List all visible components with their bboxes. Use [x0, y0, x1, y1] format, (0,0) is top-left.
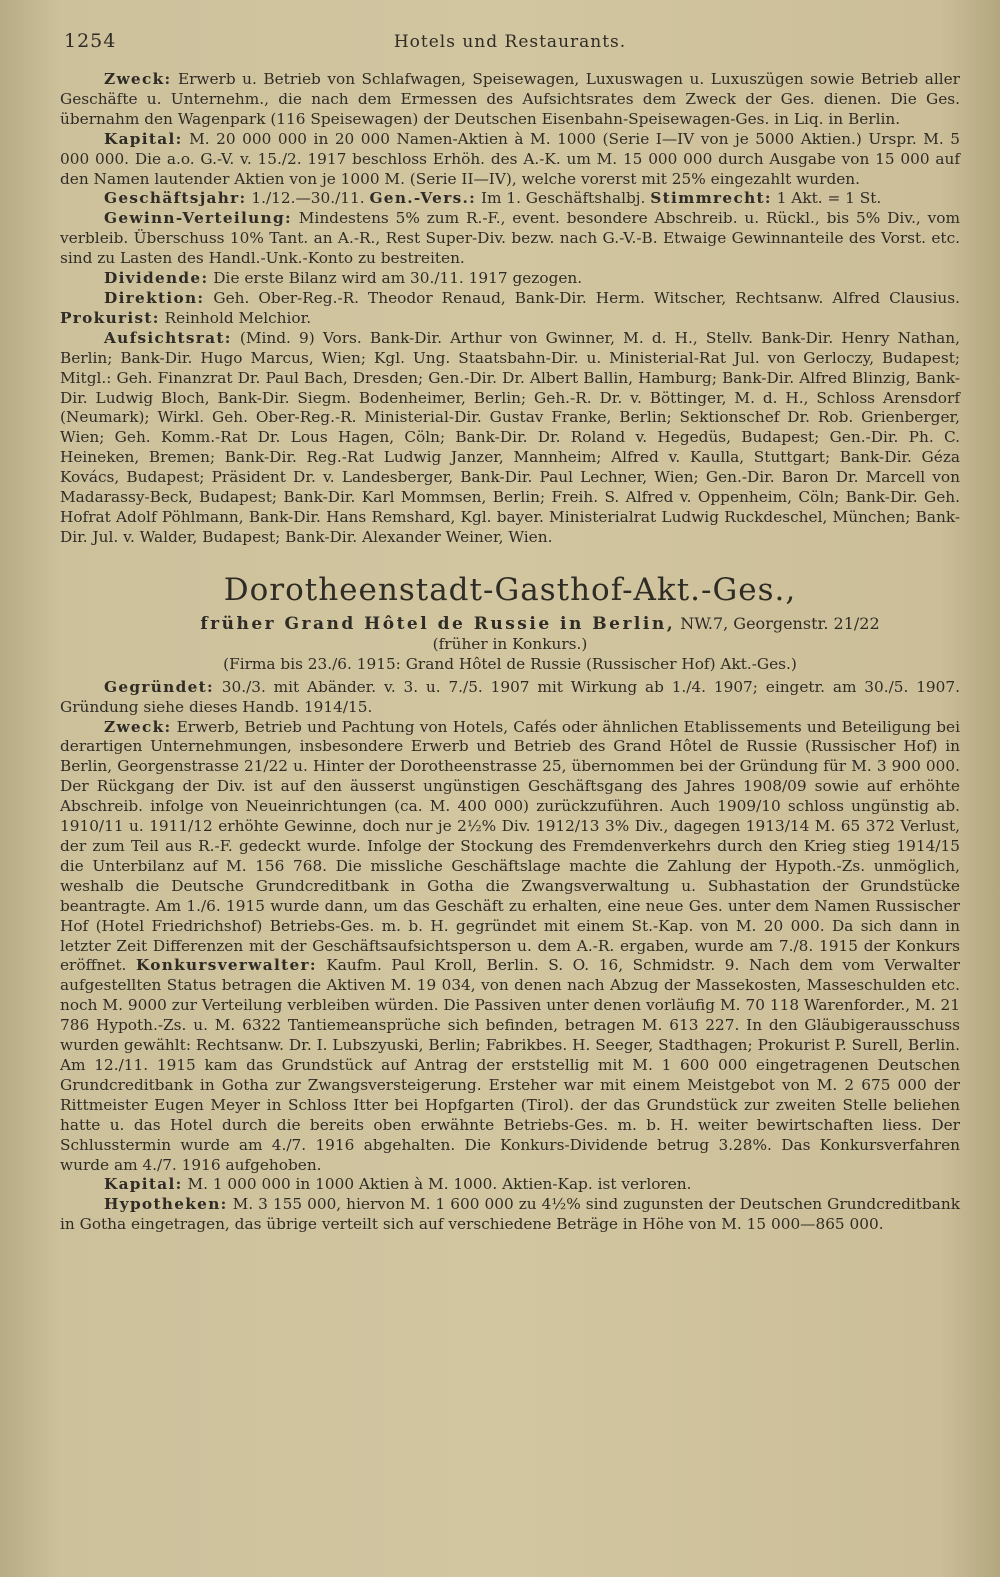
- hypotheken-paragraph: [60, 1195, 960, 1235]
- stimmrecht-text: 1 Akt. = 1 St.: [776, 189, 882, 208]
- gewinn-paragraph: [60, 209, 960, 269]
- kapital-paragraph-2: [60, 1175, 960, 1195]
- konkurs-note: (früher in Konkurs.): [432, 634, 588, 653]
- gewinn-label: Gewinn-Verteilung:: [104, 209, 292, 228]
- konkursverwalter-label: Konkursverwalter:: [135, 956, 317, 975]
- gewinn-text: Mindestens 5% zum R.-F., event. besondere Abschreib. u. Rückl., bis 5% Div., vom verbleib. Überschuss 10% Tant. an A.-R., Rest Super-Div. bezw. nach G.-V.-B. Etwaige Gewinnanteile des Vorst. etc. sind zu Lasten des Handl.-Unk.-Konto zu bestreiten.: [60, 209, 960, 268]
- prokurist-text: Reinhold Melchior.: [164, 308, 312, 327]
- zweck-text: Erwerb u. Betrieb von Schlafwagen, Speisewagen, Luxuswagen u. Luxuszügen sowie Betrieb aller Geschäfte u. Unternehm., die nach dem Ermessen des Aufsichtsrates dem Zweck der Ges. dienen. Die Ges. übernahm den Wagenpark (116 Speisewagen) der Deutschen Eisenbahn-Speisewagen-Ges. in Liq. in Berlin.: [60, 70, 960, 128]
- zweck-text-2a: Erwerb, Betrieb und Pachtung von Hotels, Cafés oder ähnlichen Etablissements und Beteiligung bei derartigen Unternehmungen, insbesondere Erwerb und Betrieb des Grand Hôtel de Russie (Russischer Hof) in Berlin, Georgenstrasse 21/22 u. Hinter der Dorotheenstrasse 25, übernommen bei der Gründung für M. 3 900 000. Der Rückgang der Div. ist auf den äusserst ungünstigen Geschäftsgang des Jahres 1908/09 sowie auf erhöhte Abschreib. infolge von Neueinrichtungen (ca. M. 400 000) zurückzuführen. Auch 1909/10 schloss ungünstig ab. 1910/11 u. 1911/12 erhöhte Gewinne, doch nur je 2½% Div. 1912/13 3% Div., dagegen 1913/14 M. 65 372 Verlust, der zum Teil aus R.-F. gedeckt wurde. Infolge der Stockung des Fremdenverkehrs durch den Krieg stieg 1914/15 die Unterbilanz auf M. 156 768. Die missliche Geschäftslage machte die Zahlung der Hypoth.-Zs. unmöglich, weshalb die Deutsche Grundcreditbank in Gotha die Zwangsverwaltung u. Subhastation der Grundstücke beantragte. Am 1./6. 1915 wurde dann, um das Geschäft zu erhalten, eine neue Ges. unter dem Namen Russischer Hof (Hotel Friedrichshof) Betriebs-Ges. m. b. H. gegründet mit einem St.-Kap. von M. 20 000. Da sich dann in letzter Zeit Differenzen mit der Geschäftsaufsichtsperson u. dem A.-R. ergaben, wurde am 7./8. 1915 der Konkurs eröffnet.: [60, 717, 960, 975]
- company-subtitle: [120, 614, 960, 634]
- running-header: [60, 30, 960, 56]
- geschaeftsjahr-paragraph: [60, 189, 960, 209]
- former-name: früher Grand Hôtel de Russie in Berlin,: [200, 613, 676, 634]
- page-number: 1254: [64, 30, 117, 52]
- company-title: Dorotheenstadt-Gasthof-Akt.-Ges.,: [223, 571, 797, 608]
- stimmrecht-label: Stimmrecht:: [650, 189, 772, 208]
- firma-note: (Firma bis 23./6. 1915: Grand Hôtel de Russie (Russischer Hof) Akt.-Ges.): [223, 654, 797, 673]
- gegruendet-text: 30./3. mit Abänder. v. 3. u. 7./5. 1907 mit Wirkung ab 1./4. 1907; eingetr. am 30./5. 1907. Gründung siehe dieses Handb. 1914/15.: [60, 677, 960, 716]
- aufsichtsrat-paragraph: [60, 329, 960, 548]
- geschaeftsjahr-label: Geschäftsjahr:: [104, 189, 247, 208]
- zweck-label-2: Zweck:: [104, 717, 172, 736]
- kapital-label: Kapital:: [104, 129, 183, 148]
- gv-text: Im 1. Geschäftshalbj.: [480, 189, 646, 208]
- direktion-paragraph: [60, 289, 960, 329]
- hypotheken-label: Hypotheken:: [104, 1195, 228, 1214]
- kapital-text-2: M. 1 000 000 in 1000 Aktien à M. 1000. Aktien-Kap. ist verloren.: [187, 1175, 692, 1194]
- zweck-paragraph: [60, 70, 960, 130]
- gv-label: Gen.-Vers.:: [369, 189, 477, 208]
- running-title: Hotels und Restaurants.: [393, 32, 627, 52]
- direktion-text: Geh. Ober-Reg.-R. Theodor Renaud, Bank-Dir. Herm. Witscher, Rechtsanw. Alfred Clausius.: [213, 288, 960, 307]
- zweck-text-2b: Kaufm. Paul Kroll, Berlin. S. O. 16, Schmidstr. 9. Nach dem vom Verwalter aufgestellten Status betragen die Aktiven M. 19 034, von denen nach Abzug der Massekosten, Masseschulden etc. noch M. 9000 zur Verteilung verbleiben würden. Die Passiven unter denen vorläufig M. 70 118 Warenforder., M. 21 786 Hypoth.-Zs. u. M. 6322 Tantiemeansprüche sich befinden, betragen M. 613 227. In den Gläubigerausschuss wurden gewählt: Rechtsanw. Dr. I. Lubszyuski, Berlin; Fabrikbes. H. Seeger, Stadthagen; Prokurist P. Surell, Berlin. Am 12./11. 1915 kam das Grundstück auf Antrag der erststellig mit M. 1 600 000 eingetragenen Deutschen Grundcreditbank in Gotha zur Zwangsversteigerung. Ersteher war mit einem Meistgebot von M. 2 675 000 der Rittmeister Eugen Meyer in Schloss Itter bei Hopfgarten (Tirol). der das Grundstück zur zweiten Stelle beliehen hatte u. das Hotel durch die bereits oben erwähnte Betriebs-Ges. m. b. H. weiter bewirtschaften liess. Der Schlusstermin wurde am 4./7. 1916 abgehalten. Die Konkurs-Dividende betrug 3.28%. Das Konkursverfahren wurde am 4./7. 1916 aufgehoben.: [60, 956, 960, 1174]
- zweck-paragraph-2: [60, 718, 960, 1176]
- aufsichtsrat-text: (Mind. 9) Vors. Bank-Dir. Arthur von Gwinner, M. d. H., Stellv. Bank-Dir. Henry Nathan, Berlin; Bank-Dir. Hugo Marcus, Wien; Kgl. Ung. Staatsbahn-Dir. u. Ministerial-Rat Jul. von Gerloczy, Budapest; Mitgl.: Geh. Finanzrat Dr. Paul Bach, Dresden; Gen.-Dir. Dr. Albert Ballin, Hamburg; Bank-Dir. Alfred Blinzig, Bank-Dir. Ludwig Bloch, Bank-Dir. Siegm. Bodenheimer, Berlin; Geh.-R. Dr. v. Böttinger, M. d. H., Schloss Arensdorf (Neumark); Wirkl. Geh. Ober-Reg.-R. Ministerial-Dir. Gustav Franke, Berlin; Sektionschef Dr. Rob. Grienberger, Wien; Geh. Komm.-Rat Dr. Lous Hagen, Cöln; Bank-Dir. Dr. Roland v. Hegedüs, Budapest; Gen.-Dir. Ph. C. Heineken, Bremen; Bank-Dir. Reg.-Rat Ludwig Janzer, Mannheim; Alfred v. Kaulla, Stuttgart; Bank-Dir. Géza Kovács, Budapest; Präsident Dr. v. Landesberger, Bank-Dir. Paul Lechner, Wien; Gen.-Dir. Baron Dr. Marcell von Madarassy-Beck, Budapest; Bank-Dir. Karl Mommsen, Berlin; Freih. S. Alfred v. Oppenheim, Cöln; Bank-Dir. Geh. Hofrat Adolf Pöhlmann, Bank-Dir. Hans Remshard, Kgl. bayer. Ministerialrat Ludwig Ruckdeschel, München; Bank-Dir. Jul. v. Walder, Budapest; Bank-Dir. Alexander Weiner, Wien.: [60, 328, 960, 546]
- geschaeftsjahr-text: 1./12.—30./11.: [251, 189, 365, 208]
- hypotheken-text: M. 3 155 000, hiervon M. 1 600 000 zu 4½% sind zugunsten der Deutschen Grundcreditbank in Gotha eingetragen, das übrige verteilt sich auf verschiedene Beträge in Höhe von M. 15 000—865 000.: [60, 1195, 960, 1234]
- dividende-text: Die erste Bilanz wird am 30./11. 1917 gezogen.: [213, 269, 583, 288]
- dividende-label: Dividende:: [104, 269, 209, 288]
- entry-dorotheenstadt: [60, 572, 960, 1235]
- zweck-label: Zweck:: [104, 70, 172, 88]
- gegruendet-label: Gegründet:: [104, 677, 214, 696]
- prokurist-label: Prokurist:: [60, 308, 160, 327]
- aufsichtsrat-label: Aufsichtsrat:: [104, 328, 232, 347]
- company-address: NW.7, Georgenstr. 21/22: [680, 613, 880, 633]
- gegruendet-paragraph: [60, 678, 960, 718]
- kapital-label-2: Kapital:: [104, 1175, 183, 1194]
- kapital-paragraph: [60, 130, 960, 190]
- kapital-text: M. 20 000 000 in 20 000 Namen-Aktien à M. 1000 (Serie I—IV von je 5000 Aktien.) Urspr. M. 5 000 000. Die a.o. G.-V. v. 15./2. 1917 beschloss Erhöh. des A.-K. um M. 15 000 000 durch Ausgabe von 15 000 auf den Namen lautender Aktien von je 1000 M. (Serie II—IV), welche vorerst mit 25% eingezahlt wurden.: [60, 129, 960, 188]
- entry-schlafwagen-continued: [60, 70, 960, 548]
- direktion-label: Direktion:: [104, 288, 205, 307]
- dividende-paragraph: [60, 269, 960, 289]
